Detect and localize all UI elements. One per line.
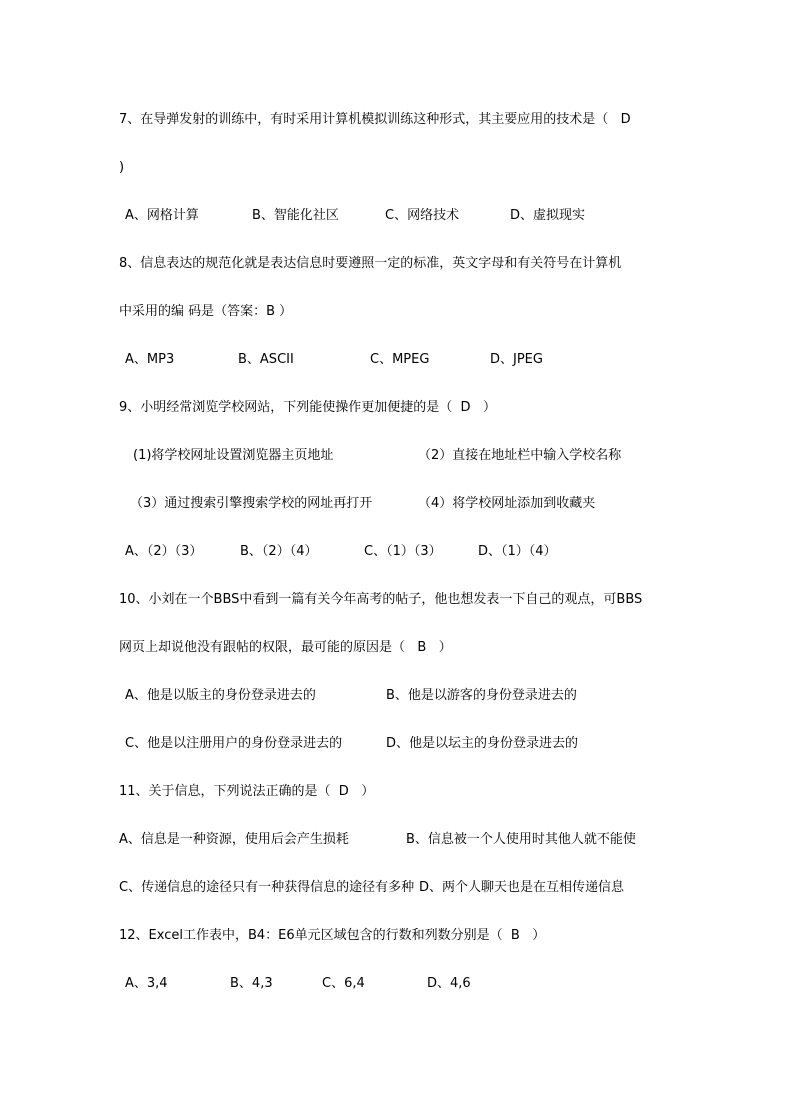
- q12-option-a: A、3,4: [125, 976, 168, 991]
- q8-stem-line-1: 8、信息表达的规范化就是表达信息时要遵照一定的标准，英文字母和有关符号在计算机: [119, 256, 622, 271]
- q7-option-b: B、智能化社区: [252, 208, 339, 223]
- q8-option-a: A、MP3: [125, 352, 175, 367]
- q9-statement-4: （4）将学校网址添加到收藏夹: [418, 496, 596, 511]
- q9-option-b: B、（2）（4）: [240, 544, 318, 559]
- q11-option-d: D、两个人聊天也是在互相传递信息: [419, 880, 625, 895]
- q10-option-d: D、他是以坛主的身份登录进去的: [386, 736, 579, 751]
- q10-stem-line-1: 10、小刘在一个BBS中看到一篇有关今年高考的帖子，他也想发表一下自己的观点，可BBS: [119, 592, 643, 607]
- q9-statement-2: （2）直接在地址栏中输入学校名称: [418, 448, 622, 463]
- q7-stem-line-1: 7、在导弹发射的训练中，有时采用计算机模拟训练这种形式，其主要应用的技术是（ D: [119, 112, 631, 127]
- q7-stem-line-2: ): [119, 160, 125, 175]
- q11-option-a: A、信息是一种资源，使用后会产生损耗: [119, 832, 349, 847]
- q12-option-c: C、6,4: [322, 976, 365, 991]
- q8-option-d: D、JPEG: [490, 352, 543, 367]
- q10-option-c: C、他是以注册用户的身份登录进去的: [125, 736, 343, 751]
- q9-option-a: A、（2）（3）: [125, 544, 203, 559]
- q9-statement-3: （3）通过搜索引擎搜索学校的网址再打开: [130, 496, 373, 511]
- q7-option-a: A、网格计算: [125, 208, 199, 223]
- q9-statement-1: (1)将学校网址设置浏览器主页地址: [133, 448, 334, 463]
- q7-option-c: C、网络技术: [385, 208, 460, 223]
- q10-option-a: A、他是以版主的身份登录进去的: [125, 688, 316, 703]
- q8-stem-line-2: 中采用的编 码是（答案：B ）: [119, 304, 293, 319]
- q8-option-b: B、ASCII: [238, 352, 294, 367]
- q8-option-c: C、MPEG: [370, 352, 430, 367]
- q12-option-b: B、4,3: [230, 976, 273, 991]
- q9-option-d: D、（1）（4）: [478, 544, 557, 559]
- q11-stem: 11、关于信息，下列说法正确的是（ D ）: [119, 784, 375, 799]
- q9-stem: 9、小明经常浏览学校网站，下列能使操作更加便捷的是（ D ）: [119, 400, 496, 415]
- q9-option-c: C、（1）（3）: [364, 544, 442, 559]
- q11-option-b: B、信息被一个人使用时其他人就不能使: [406, 832, 636, 847]
- q7-option-d: D、虚拟现实: [510, 208, 586, 223]
- q10-option-b: B、他是以游客的身份登录进去的: [386, 688, 577, 703]
- q10-stem-line-2: 网页上却说他没有跟帖的权限，最可能的原因是（ B ）: [119, 640, 452, 655]
- q12-option-d: D、4,6: [427, 976, 471, 991]
- q12-stem: 12、Excel工作表中，B4：E6单元区域包含的行数和列数分别是（ B ）: [119, 928, 546, 943]
- q11-option-c: C、传递信息的途径只有一种获得信息的途径有多种: [119, 880, 415, 895]
